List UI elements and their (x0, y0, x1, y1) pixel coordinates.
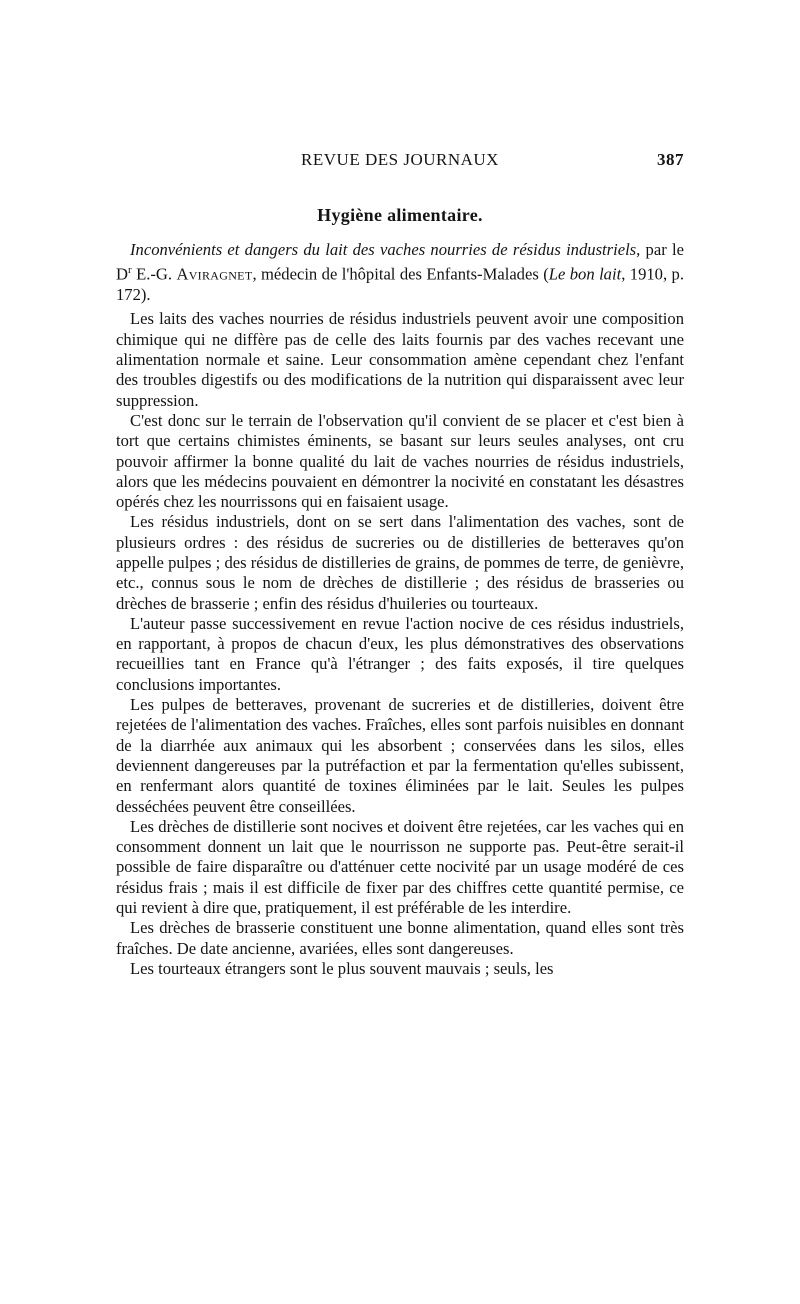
running-title: REVUE DES JOURNAUX (301, 150, 499, 169)
article-citation (116, 240, 684, 305)
paragraph: Les laits des vaches nourries de résidus industriels peuvent avoir une composition chimique qui ne diffère pas de celle des laits fournis par des vaches recevant une alimentation normale et saine. Leur consommation amène cependant chez l'enfant des troubles digestifs ou des modifications de la nutrition qui disparaissent avec leur suppression. (116, 309, 684, 410)
journal-page (116, 150, 684, 979)
running-head (116, 150, 684, 176)
citation-source: Le bon lait (548, 264, 622, 284)
citation-dr-sup: r (127, 264, 132, 277)
paragraph: Les drèches de brasserie constituent une bonne alimentation, quand elles sont très fraîches. De date ancienne, avariées, elles sont dangereuses. (116, 918, 684, 958)
section-title: Hygiène alimentaire. (317, 205, 483, 225)
article-title: Inconvénients et dangers du lait des vaches nourries de résidus industriels, (130, 240, 641, 259)
paragraph: Les pulpes de betteraves, provenant de sucreries et de distilleries, doivent être rejetées de l'alimentation des vaches. Fraîches, elles sont parfois nuisibles en donnant de la diarrhée aux animaux qui les absorbent ; conservées dans les silos, elles deviennent dangereuses par la putréfaction et par la fermentation qu'elles subissent, en renfermant alors quantité de toxines éliminées par le lait. Seules les pulpes desséchées peuvent être conseillées. (116, 695, 684, 816)
citation-affiliation: , médecin de l'hôpital des Enfants-Malades ( (252, 264, 549, 284)
paragraph: Les résidus industriels, dont on se sert dans l'alimentation des vaches, sont de plusieurs ordres : des résidus de sucreries ou de distilleries de betteraves qu'on appelle pulpes ; des résidus de distilleries de grains, de pommes de terre, de genièvre, etc., connus sous le nom de drèches de distillerie ; des résidus de brasseries ou drèches de brasserie ; enfin des résidus d'huileries ou tourteaux. (116, 512, 684, 613)
citation-source-detail: , 1910, p. 172). (116, 264, 684, 305)
paragraph: Les drèches de distillerie sont nocives et doivent être rejetées, car les vaches qui en consomment donnent un lait que le nourrisson ne supporte pas. Peut-être serait-il possible de faire disparaître ou d'atténuer cette nocivité par un usage modéré de ces résidus frais ; mais il est difficile de fixer par des chiffres cette quantité permise, ce qui revient à dire que, pratiquement, il est préférable de les interdire. (116, 816, 684, 918)
paragraph: Les tourteaux étrangers sont le plus souvent mauvais ; seuls, les (130, 958, 554, 978)
citation-by: par le D (116, 240, 684, 284)
page-number: 387 (657, 150, 684, 169)
paragraph: L'auteur passe successivement en revue l'action nocive de ces résidus industriels, en rapportant, à propos de chacun d'eux, les plus démonstratives des observations recueillies tant en France qu'à l'étranger ; des faits exposés, il tire quelques conclusions importantes. (116, 613, 684, 694)
paragraph: C'est donc sur le terrain de l'observation qu'il convient de se placer et c'est bien à tort que certains chimistes éminents, se basant sur leurs seules analyses, ont cru pouvoir affirmer la bonne qualité du lait de vaches nourries de résidus industriels, alors que les médecins pouvaient en démontrer la nocivité en constatant les désastres opérés chez les nourrissons qui en faisaient usage. (116, 410, 684, 512)
citation-author: Aviragnet (176, 264, 253, 284)
citation-initials: E.-G. (131, 264, 177, 284)
